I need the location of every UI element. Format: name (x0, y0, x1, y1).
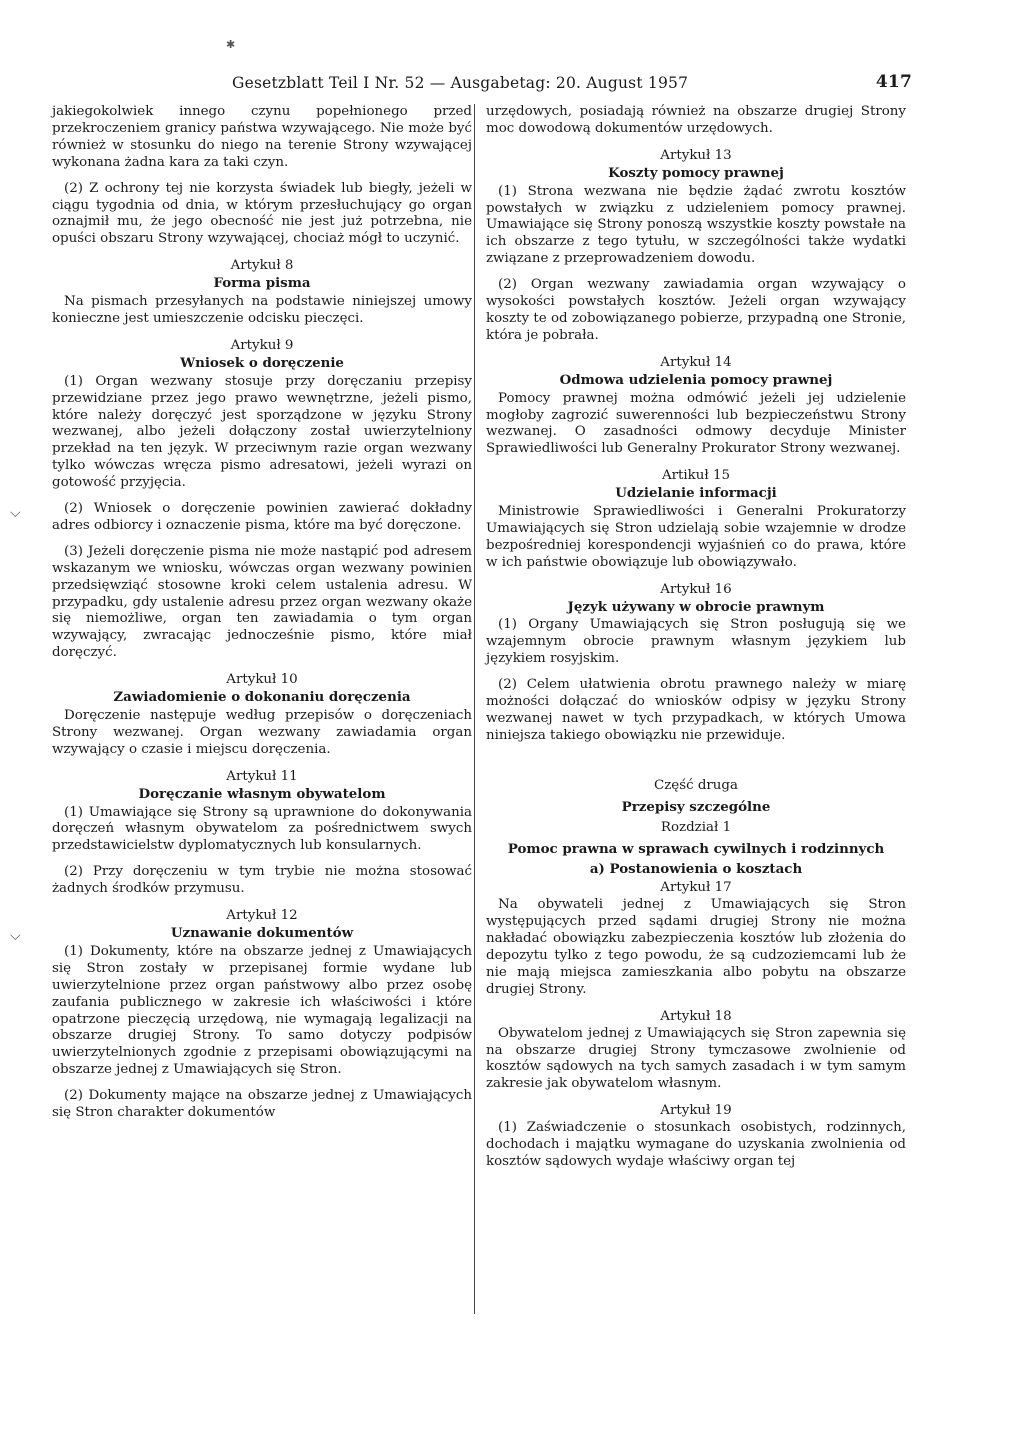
paragraph: (1) Dokumenty, które na obszarze jednej z Umawiających się Stron zostały w przepisanej formie wydane lub uwierzytelnione przez organ państwowy albo przez osobę zaufania publicznego w zakresie ich właściwości i które opatrzone pieczęcią urzędową, nie wymagają legalizacji na obszarze drugiej Strony. To samo dotyczy podpisów uwierzytelnionych zgodnie z przepisami obowiązującymi na obszarze jednej z Umawiających się Stron. (52, 943, 472, 1078)
article-subheading: Doręczanie własnym obywatelom (138, 785, 386, 802)
article-heading: Artykuł 19 (660, 1103, 732, 1119)
margin-tick-mark: ⌵ (10, 505, 21, 521)
paragraph: (1) Umawiające się Strony są uprawnione do dokonywania doręczeń własnym obywatelom za pośrednictwem swych przedstawicielstw dyplomatycznych lub konsularnych. (52, 804, 472, 854)
paragraph: (2) Dokumenty mające na obszarze jednej z Umawiających się Stron charakter dokumentów (52, 1088, 472, 1121)
page-number: 417 (875, 72, 912, 92)
article-heading: Artykuł 9 (230, 337, 294, 353)
paragraph: (2) Organ wezwany zawiadamia organ wzywający o wysokości powstałych kosztów. Jeżeli organ wzywający koszty te od zobowiązanego pobierze, przypadną one Stronie, która je pobrała. (486, 277, 906, 343)
continued-paragraph: urzędowych, posiadają również na obszarze drugiej Strony moc dowodową dokumentów urzędowych. (486, 104, 906, 136)
article-heading: Artykuł 14 (660, 354, 732, 370)
paragraph: (1) Organ wezwany stosuje przy doręczaniu przepisy przewidziane przez jego prawo wewnętrzne, jeżeli pismo, które należy doręczyć jest sporządzone w języku Strony wezwanej, albo jeżeli dołączony został uwierzytelniony przekład na ten język. W przeciwnym razie organ wezwany tylko wówczas wręcza pismo adresatowi, jeżeli wyrazi on gotowość przyjęcia. (52, 373, 472, 491)
article-heading: Artykuł 8 (230, 258, 294, 274)
left-column (52, 104, 472, 1131)
paragraph: (1) Strona wezwana nie będzie żądać zwrotu kosztów powstałych w związku z udzieleniem pomocy prawnej. Umawiające się Strony ponoszą wszystkie koszty powstałe na ich obszarze z tego tytułu, w szczególności także wydatki związane z przeprowadzeniem dowodu. (486, 183, 906, 267)
article-heading: Artykuł 10 (226, 672, 298, 688)
continued-paragraph: jakiegokolwiek innego czynu popełnionego przed przekroczeniem granicy państwa wzywającego. Nie może być również w stosunku do niego na terenie Strony wzywającej wykonana żadna kara za taki czyn. (52, 104, 472, 170)
article-heading: Artykuł 18 (660, 1008, 732, 1024)
paragraph: Na pismach przesyłanych na podstawie niniejszej umowy konieczne jest umieszczenie odcisku pieczęci. (52, 294, 472, 326)
scan-speck-mark: ✱ (226, 38, 236, 51)
part-subheading: Przepisy szczególne (621, 798, 771, 815)
paragraph: (3) Jeżeli doręczenie pisma nie może nastąpić pod adresem wskazanym we wniosku, wówczas organ wezwany powinien przedsięwziąć stosowne kroki celem ustalenia adresu. W przypadku, gdy ustalenie adresu przez organ wezwany okaże się niemożliwe, organ ten zawiadamia o tym organ wzywający, zwracając jednocześnie pismo, które miał doręczyć. (52, 543, 472, 661)
article-heading: Artykuł 13 (660, 147, 732, 163)
paragraph: Na obywateli jednej z Umawiających się Stron występujących przed sądami drugiej Strony nie można nakładać obowiązku zabezpieczenia kosztów lub złożenia do depozytu tylko z tego powodu, że są cudzoziemcami lub że nie mają miejsca zamieszkania albo pobytu na obszarze drugiej Strony. (486, 897, 906, 997)
article-subheading: Wniosek o doręczenie (180, 354, 344, 371)
chapter-heading: Rozdział 1 (660, 819, 732, 835)
article-heading: Artykuł 11 (226, 768, 298, 784)
section-heading: a) Postanowienia o kosztach (589, 861, 803, 878)
article-subheading: Zawiadomienie o dokonaniu doręczenia (113, 689, 411, 706)
paragraph: (2) Celem ułatwienia obrotu prawnego należy w miarę możności dołączać do wniosków odpisy w języku Strony wezwanej nawet w tych przypadkach, w których Umowa niniejsza takiego obowiązku nie przewiduje. (486, 677, 906, 743)
part-heading: Część druga (653, 777, 738, 793)
right-column (486, 104, 906, 1180)
article-heading: Artikuł 15 (661, 468, 731, 484)
article-subheading: Uznawanie dokumentów (170, 924, 354, 941)
paragraph: (2) Z ochrony tej nie korzysta świadek lub biegły, jeżeli w ciągu tygodnia od dnia, w którym przesłuchujący go organ oznajmił mu, że jego obecność nie jest już potrzebna, nie opuści obszaru Strony wzywającej, chociaż mógł to uczynić. (52, 180, 472, 247)
paragraph: (1) Organy Umawiających się Stron posługują się we wzajemnym obrocie prawnym własnym językiem lub językiem rosyjskim. (486, 617, 906, 667)
chapter-subheading: Pomoc prawna w sprawach cywilnych i rodzinnych (507, 840, 885, 857)
article-subheading: Koszty pomocy prawnej (608, 164, 784, 181)
article-subheading: Forma pisma (213, 275, 311, 292)
spacer (486, 754, 906, 768)
paragraph: Ministrowie Sprawiedliwości i Generalni Prokuratorzy Umawiających się Stron udzielają sobie wzajemnie w drodze bezpośredniej korespondencji wyjaśnień co do prawa, które w ich państwie obowiązuje lub obowiązywało. (486, 504, 906, 570)
paragraph: (2) Wniosek o doręczenie powinien zawierać dokładny adres odbiorcy i oznaczenie pisma, które ma być doręczone. (52, 501, 472, 533)
gazette-header-title: Gesetzblatt Teil I Nr. 52 — Ausgabetag: 20. August 1957 (232, 74, 689, 92)
column-divider (474, 104, 475, 1314)
paragraph: Pomocy prawnej można odmówić jeżeli jej udzielenie mogłoby zagrozić suwerenności lub bezpieczeństwu Strony wezwanej. O zasadności odmowy decyduje Minister Sprawiedliwości lub Generalny Prokurator Strony wezwanej. (486, 390, 906, 457)
article-heading: Artykuł 17 (660, 880, 732, 896)
margin-tick-mark: ⌵ (10, 928, 21, 944)
page-header (232, 70, 914, 96)
article-subheading: Udzielanie informacji (615, 485, 777, 502)
article-heading: Artykuł 16 (660, 581, 732, 597)
article-subheading: Odmowa udzielenia pomocy prawnej (559, 371, 833, 388)
article-subheading: Język używany w obrocie prawnym (567, 598, 825, 615)
paragraph: Obywatelom jednej z Umawiających się Stron zapewnia się na obszarze drugiej Strony tymczasowe zwolnienie od kosztów sądowych na tych samych zasadach i w tym samym zakresie jak obywatelom własnym. (486, 1025, 906, 1092)
paragraph: (2) Przy doręczeniu w tym trybie nie można stosować żadnych środków przymusu. (52, 864, 472, 897)
paragraph: Doręczenie następuje według przepisów o doręczeniach Strony wezwanej. Organ wezwany zawiadamia organ wzywający o czasie i miejscu doręczenia. (52, 708, 472, 757)
article-heading: Artykuł 12 (226, 908, 298, 924)
paragraph: (1) Zaświadczenie o stosunkach osobistych, rodzinnych, dochodach i majątku wymagane do uzyskania zwolnienia od kosztów sądowych wydaje właściwy organ tej (486, 1120, 906, 1169)
